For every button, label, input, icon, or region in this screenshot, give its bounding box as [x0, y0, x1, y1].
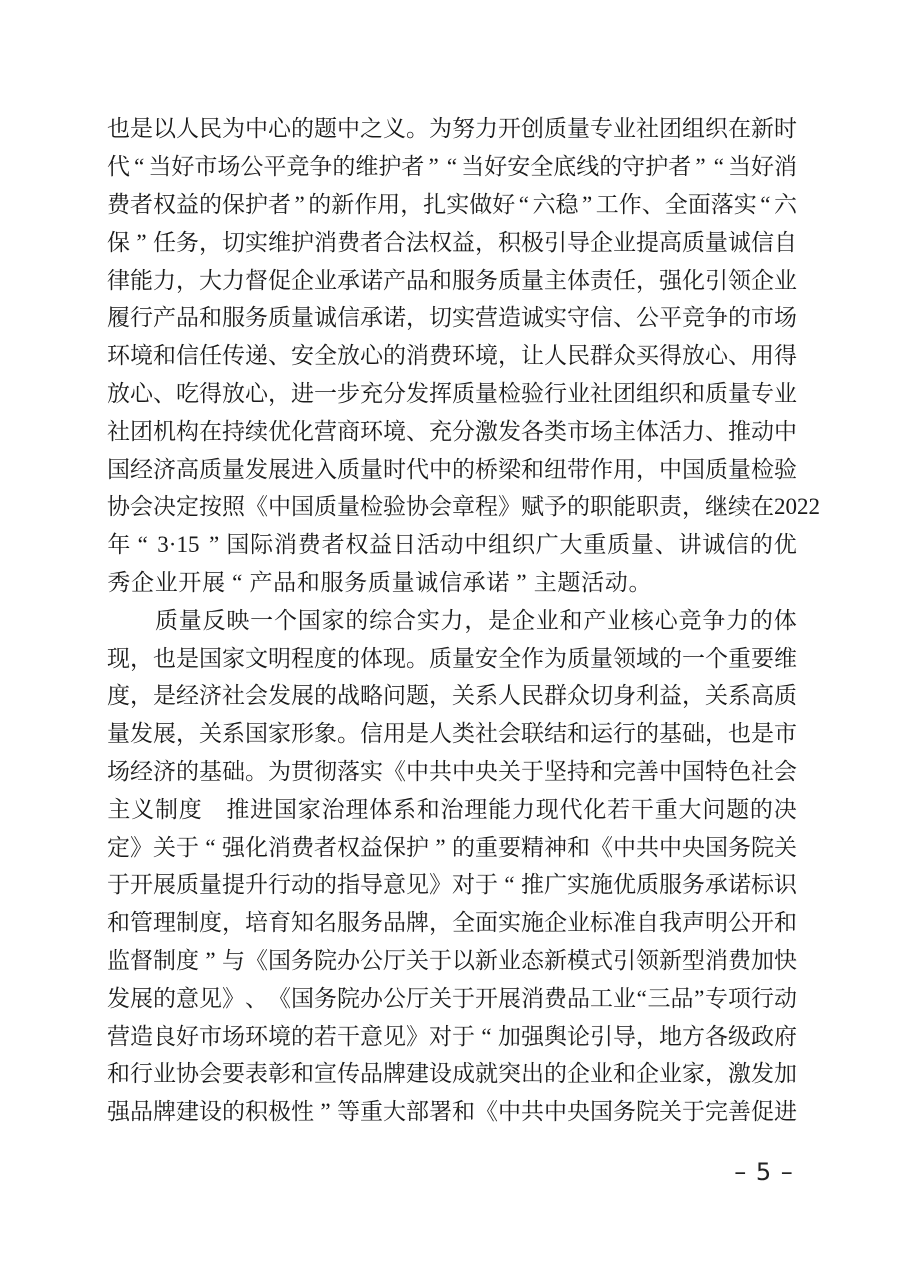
- text-line: 代 “ 当 好 市 场 公 平 竞 争 的 维 护 者 ” “ 当 好 安 全 底 线 的 守 护 者 ” “ 当 好 消: [107, 154, 798, 180]
- text-line: 环 境 和 信 任 传 递 、 安 全 放 心 的 消 费 环 境 ， 让 人 民 群 众 买 得 放 心 、 用 得: [107, 343, 797, 369]
- text-line: 监 督 制 度 ” 与 《 国 务 院 办 公 厅 关 于 以 新 业 态 新 模 式 引 领 新 型 消 费 加 快: [107, 947, 797, 973]
- text-line: 于 开 展 质 量 提 升 行 动 的 指 导 意 见 》 对 于 “ 推 广 实 施 优 质 服 务 承 诺 标 识: [107, 872, 797, 898]
- text-line: 量 发 展 ， 关 系 国 家 形 象 。 信 用 是 人 类 社 会 联 结 和 运 行 的 基 础 ， 也 是 市: [107, 721, 797, 747]
- text-line: 履 行 产 品 和 服 务 质 量 诚 信 承 诺 ， 切 实 营 造 诚 实 守 信 、 公 平 竞 争 的 市 场: [107, 305, 797, 331]
- text-line: 场 经 济 的 基 础 。 为 贯 彻 落 实 《 中 共 中 央 关 于 坚 持 和 完 善 中 国 特 色 社 会: [107, 758, 797, 784]
- text-line: 主 义 制 度 推 进 国 家 治 理 体 系 和 治 理 能 力 现 代 化 若 干 重 大 问 题 的 决: [107, 796, 797, 822]
- text-line: 和 行 业 协 会 要 表 彰 和 宣 传 品 牌 建 设 成 就 突 出 的 企 业 和 企 业 家 ， 激 发 加: [107, 1061, 797, 1087]
- text-line: 放 心 、 吃 得 放 心 ， 进 一 步 充 分 发 挥 质 量 检 验 行 业 社 团 组 织 和 质 量 专 业: [107, 380, 797, 406]
- text-line: 和 管 理 制 度 ， 培 育 知 名 服 务 品 牌 ， 全 面 实 施 企 业 标 准 自 我 声 明 公 开 和: [107, 910, 797, 936]
- text-line: 年 “ 3·15 ” 国 际 消 费 者 权 益 日 活 动 中 组 织 广 大 重 质 量 、 讲 诚 信 的 优: [107, 532, 797, 558]
- text-line: 律 能 力 ， 大 力 督 促 企 业 承 诺 产 品 和 服 务 质 量 主 体 责 任 ， 强 化 引 领 企 业: [107, 267, 797, 293]
- text-line: 秀 企 业 开 展 “ 产 品 和 服 务 质 量 诚 信 承 诺 ” 主 题 活 动 。: [107, 569, 652, 595]
- text-line: 国 经 济 高 质 量 发 展 进 入 质 量 时 代 中 的 桥 梁 和 纽 带 作 用 ， 中 国 质 量 检 验: [107, 456, 797, 482]
- text-line: 发 展 的 意 见 》 、 《 国 务 院 办 公 厅 关 于 开 展 消 费 品 工 业 “ 三 品 ” 专 项 行 动: [107, 985, 797, 1011]
- text-line: 也 是 以 人 民 为 中 心 的 题 中 之 义 。 为 努 力 开 创 质 量 专 业 社 团 组 织 在 新 时: [107, 116, 797, 142]
- document-body: [107, 110, 820, 1131]
- text-line: 社 团 机 构 在 持 续 优 化 营 商 环 境 、 充 分 激 发 各 类 市 场 主 体 活 力 、 推 动 中: [107, 418, 797, 444]
- text-line: 协 会 决 定 按 照 《 中 国 质 量 检 验 协 会 章 程 》 赋 予 的 职 能 职 责 ， 继 续 在 2022: [107, 494, 820, 520]
- text-line: 保 ” 任 务 ， 切 实 维 护 消 费 者 合 法 权 益 ， 积 极 引 导 企 业 提 高 质 量 诚 信 自: [107, 229, 797, 255]
- text-line: 度 ， 是 经 济 社 会 发 展 的 战 略 问 题 ， 关 系 人 民 群 众 切 身 利 益 ， 关 系 高 质: [107, 683, 797, 709]
- text-line: 质 量 反 映 一 个 国 家 的 综 合 实 力 ， 是 企 业 和 产 业 核 心 竞 争 力 的 体: [154, 607, 797, 633]
- text-line: 营 造 良 好 市 场 环 境 的 若 干 意 见 》 对 于 “ 加 强 舆 论 引 导 ， 地 方 各 级 政 府: [107, 1023, 797, 1049]
- text-line: 定 》 关 于 “ 强 化 消 费 者 权 益 保 护 ” 的 重 要 精 神 和 《 中 共 中 央 国 务 院 关: [107, 834, 797, 860]
- text-line: 费 者 权 益 的 保 护 者 ” 的 新 作 用 ， 扎 实 做 好 “ 六 稳 ” 工 作 、 全 面 落 实 “ 六: [107, 191, 797, 217]
- page-number: – 5 –: [734, 1158, 794, 1186]
- text-line: 现 ， 也 是 国 家 文 明 程 度 的 体 现 。 质 量 安 全 作 为 质 量 领 域 的 一 个 重 要 维: [107, 645, 797, 671]
- text-line: 强 品 牌 建 设 的 积 极 性 ” 等 重 大 部 署 和 《 中 共 中 央 国 务 院 关 于 完 善 促 进: [107, 1099, 797, 1125]
